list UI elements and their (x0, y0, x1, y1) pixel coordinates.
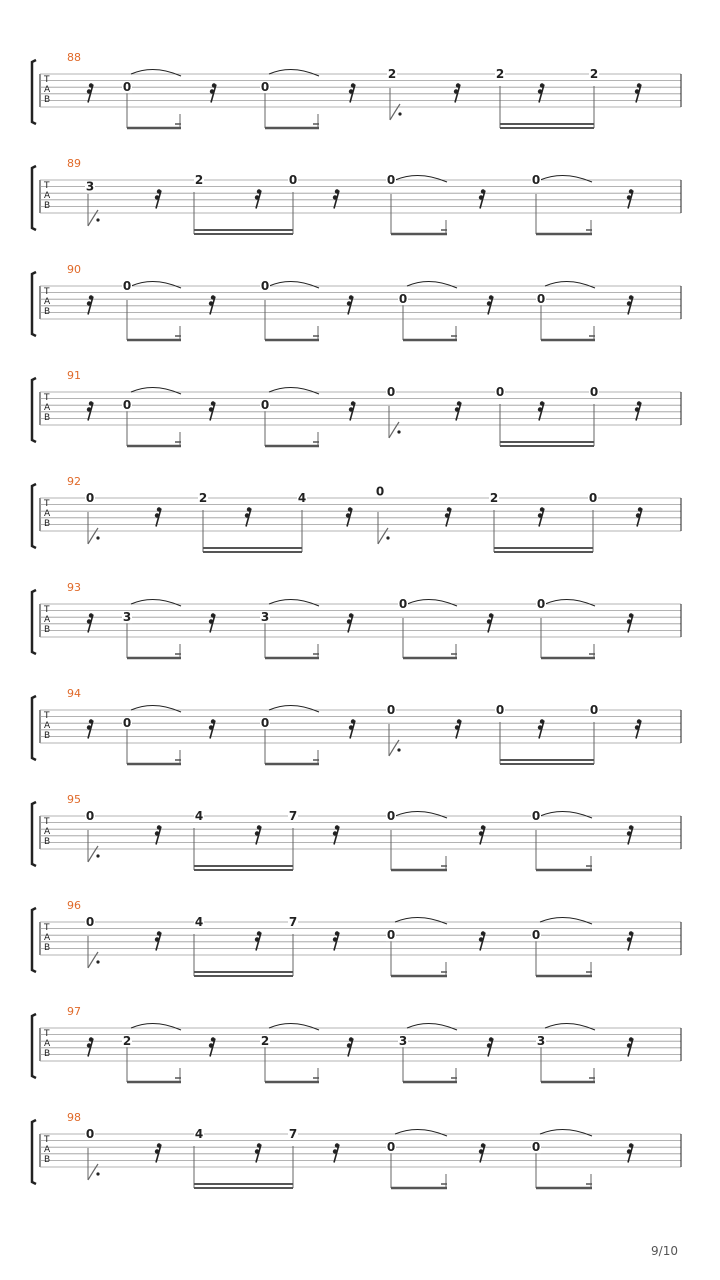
tab-clef-letter: T (44, 817, 50, 827)
tie-arc (407, 599, 457, 606)
rest (487, 295, 493, 314)
fret-number: 0 (122, 398, 132, 413)
rest (87, 719, 93, 738)
rest (538, 719, 544, 738)
system-bracket (32, 1014, 36, 1078)
tie-arc (269, 387, 319, 394)
rest (210, 83, 216, 102)
fret-number: 3 (85, 179, 95, 194)
tab-system (32, 157, 681, 234)
tab-system (32, 1111, 681, 1188)
rest (87, 295, 93, 314)
rest (209, 401, 215, 420)
tab-clef-letter: B (44, 837, 51, 847)
fret-number: 0 (531, 809, 541, 823)
tab-clef-letter: T (44, 499, 50, 509)
rest (155, 1143, 161, 1162)
fret-number: 2 (589, 67, 599, 81)
system-bracket (32, 484, 36, 548)
tab-clef-letter: B (44, 1049, 51, 1059)
tab-system (32, 899, 681, 976)
rest (255, 1143, 261, 1162)
rest (87, 401, 93, 420)
rest (627, 613, 633, 632)
rest (635, 401, 641, 420)
tab-system (32, 263, 681, 340)
fret-number: 0 (386, 928, 396, 943)
fret-number: 2 (489, 491, 499, 505)
quarter-note-stem (88, 936, 100, 968)
tie-arc (131, 281, 181, 288)
tie-arc (269, 281, 319, 288)
rest (87, 1037, 93, 1056)
tie-arc (131, 599, 181, 606)
tab-clef-letter: A (44, 615, 51, 625)
tab-clef-letter: T (44, 75, 50, 85)
fret-number: 7 (288, 1127, 298, 1141)
measure-number: 90 (67, 263, 81, 276)
quarter-note-stem (389, 406, 401, 438)
tie-arc (131, 1023, 181, 1030)
tab-clef-letter: B (44, 1155, 51, 1165)
tab-clef-letter: T (44, 923, 50, 933)
system-bracket (32, 378, 36, 442)
tie-arc (540, 175, 592, 182)
fret-number: 0 (85, 1127, 95, 1141)
tab-clef-letter: A (44, 827, 51, 837)
rest (209, 1037, 215, 1056)
tab-system (32, 793, 681, 870)
tab-clef-letter: A (44, 509, 51, 519)
tab-system (32, 1005, 681, 1082)
rest (155, 507, 161, 526)
tab-clef-letter: B (44, 731, 51, 741)
quarter-note-stem (88, 512, 100, 544)
tab-clef-letter: A (44, 85, 51, 95)
tab-clef-letter: A (44, 933, 51, 943)
rest (245, 507, 251, 526)
fret-number: 0 (536, 597, 546, 611)
rest (349, 83, 355, 102)
tab-clef-letter: T (44, 393, 50, 403)
tie-arc (407, 1023, 457, 1030)
fret-number: 0 (398, 292, 408, 307)
rest (538, 507, 544, 526)
rest (627, 189, 633, 208)
fret-number: 0 (386, 173, 396, 187)
fret-number: 3 (260, 610, 270, 625)
fret-number: 0 (375, 484, 385, 499)
measure-number: 97 (67, 1005, 81, 1018)
tie-arc (269, 599, 319, 606)
system-bracket (32, 166, 36, 230)
fret-number: 0 (531, 173, 541, 187)
measure-number: 94 (67, 687, 81, 700)
tab-system (32, 581, 681, 658)
rest (155, 189, 161, 208)
tie-arc (395, 917, 447, 924)
tie-arc (395, 811, 447, 818)
quarter-note-stem (378, 512, 390, 544)
rest (255, 825, 261, 844)
rest (479, 1143, 485, 1162)
rest (487, 1037, 493, 1056)
quarter-note-stem (390, 88, 402, 120)
fret-number: 2 (122, 1034, 132, 1049)
rest (349, 719, 355, 738)
measure-number: 93 (67, 581, 81, 594)
tab-clef-letter: T (44, 1029, 50, 1039)
tab-clef-letter: T (44, 1135, 50, 1145)
measure-number: 96 (67, 899, 81, 912)
tie-arc (269, 1023, 319, 1030)
fret-number: 0 (495, 385, 505, 399)
fret-number: 0 (122, 80, 132, 95)
rest (349, 401, 355, 420)
rest (209, 613, 215, 632)
system-bracket (32, 590, 36, 654)
rest (333, 825, 339, 844)
tab-clef-letter: T (44, 605, 50, 615)
fret-number: 0 (260, 716, 270, 731)
tie-arc (131, 705, 181, 712)
tab-clef-letter: T (44, 711, 50, 721)
measure-number: 95 (67, 793, 81, 806)
rest (627, 1037, 633, 1056)
quarter-note-stem (88, 194, 100, 226)
rest (627, 1143, 633, 1162)
tab-clef-letter: B (44, 519, 51, 529)
fret-number: 2 (387, 67, 397, 81)
fret-number: 0 (386, 385, 396, 399)
measure-number: 91 (67, 369, 81, 382)
fret-number: 2 (194, 173, 204, 187)
rest (455, 719, 461, 738)
rest (627, 931, 633, 950)
tab-clef-letter: A (44, 191, 51, 201)
rest (627, 295, 633, 314)
fret-number: 2 (260, 1034, 270, 1049)
fret-number: 3 (536, 1034, 546, 1049)
tab-clef-letter: B (44, 95, 51, 105)
fret-number: 0 (122, 716, 132, 731)
fret-number: 4 (297, 491, 307, 505)
fret-number: 0 (398, 597, 408, 611)
fret-number: 0 (85, 915, 95, 929)
fret-number: 4 (194, 809, 204, 823)
tab-system (32, 475, 681, 552)
quarter-note-stem (88, 830, 100, 862)
fret-number: 0 (531, 928, 541, 943)
fret-number: 0 (386, 1140, 396, 1155)
rest (155, 825, 161, 844)
rest (333, 1143, 339, 1162)
rest (627, 825, 633, 844)
fret-number: 0 (589, 385, 599, 399)
system-bracket (32, 802, 36, 866)
fret-number: 7 (288, 915, 298, 929)
fret-number: 0 (260, 80, 270, 95)
fret-number: 0 (495, 703, 505, 717)
fret-number: 7 (288, 809, 298, 823)
fret-number: 0 (85, 809, 95, 823)
rest (155, 931, 161, 950)
tab-clef-letter: T (44, 181, 50, 191)
tab-system (32, 51, 681, 128)
tab-clef-letter: B (44, 625, 51, 635)
rest (333, 189, 339, 208)
rest (347, 295, 353, 314)
rest (635, 719, 641, 738)
tab-clef-letter: A (44, 1039, 51, 1049)
rest (255, 189, 261, 208)
rest (636, 507, 642, 526)
page-number: 9/10 (651, 1244, 678, 1258)
tie-arc (545, 281, 595, 288)
fret-number: 0 (260, 279, 270, 293)
quarter-note-stem (88, 1148, 100, 1180)
system-bracket (32, 696, 36, 760)
rest (479, 931, 485, 950)
measure-number: 92 (67, 475, 81, 488)
fret-number: 0 (122, 279, 132, 293)
fret-number: 0 (260, 398, 270, 413)
system-bracket (32, 1120, 36, 1184)
tab-system (32, 369, 681, 446)
rest (255, 931, 261, 950)
tab-clef-letter: B (44, 413, 51, 423)
rest (635, 83, 641, 102)
rest (346, 507, 352, 526)
tab-clef-letter: T (44, 287, 50, 297)
tab-clef-letter: B (44, 943, 51, 953)
fret-number: 2 (198, 491, 208, 505)
fret-number: 0 (536, 292, 546, 307)
rest (455, 401, 461, 420)
fret-number: 3 (122, 610, 132, 625)
tie-arc (540, 917, 592, 924)
fret-number: 0 (531, 1140, 541, 1155)
tie-arc (540, 1129, 592, 1136)
tie-arc (269, 705, 319, 712)
rest (487, 613, 493, 632)
rest (454, 83, 460, 102)
fret-number: 4 (194, 1127, 204, 1141)
fret-number: 4 (194, 915, 204, 929)
measure-number: 98 (67, 1111, 81, 1124)
system-bracket (32, 60, 36, 124)
tab-clef-letter: B (44, 307, 51, 317)
fret-number: 0 (85, 491, 95, 505)
rest (538, 83, 544, 102)
rest (479, 825, 485, 844)
system-bracket (32, 272, 36, 336)
tab-system (32, 687, 681, 764)
tie-arc (395, 175, 447, 182)
tab-clef-letter: B (44, 201, 51, 211)
rest (209, 719, 215, 738)
fret-number: 0 (386, 703, 396, 717)
quarter-note-stem (389, 724, 401, 756)
fret-number: 0 (288, 173, 298, 187)
tie-arc (395, 1129, 447, 1136)
tie-arc (545, 1023, 595, 1030)
rest (87, 613, 93, 632)
measure-number: 88 (67, 51, 81, 64)
tie-arc (131, 387, 181, 394)
tab-clef-letter: A (44, 297, 51, 307)
fret-number: 0 (589, 703, 599, 717)
rest (333, 931, 339, 950)
tab-clef-letter: A (44, 721, 51, 731)
rest (87, 83, 93, 102)
rest (445, 507, 451, 526)
fret-number: 0 (588, 491, 598, 505)
measure-number: 89 (67, 157, 81, 170)
fret-number: 0 (386, 809, 396, 823)
tie-arc (407, 281, 457, 288)
tab-clef-letter: A (44, 1145, 51, 1155)
tie-arc (131, 69, 181, 76)
rest (347, 1037, 353, 1056)
rest (538, 401, 544, 420)
fret-number: 3 (398, 1034, 408, 1049)
rest (209, 295, 215, 314)
fret-number: 2 (495, 67, 505, 81)
rest (347, 613, 353, 632)
system-bracket (32, 908, 36, 972)
tie-arc (545, 599, 595, 606)
tie-arc (269, 69, 319, 76)
tie-arc (540, 811, 592, 818)
rest (479, 189, 485, 208)
tab-clef-letter: A (44, 403, 51, 413)
